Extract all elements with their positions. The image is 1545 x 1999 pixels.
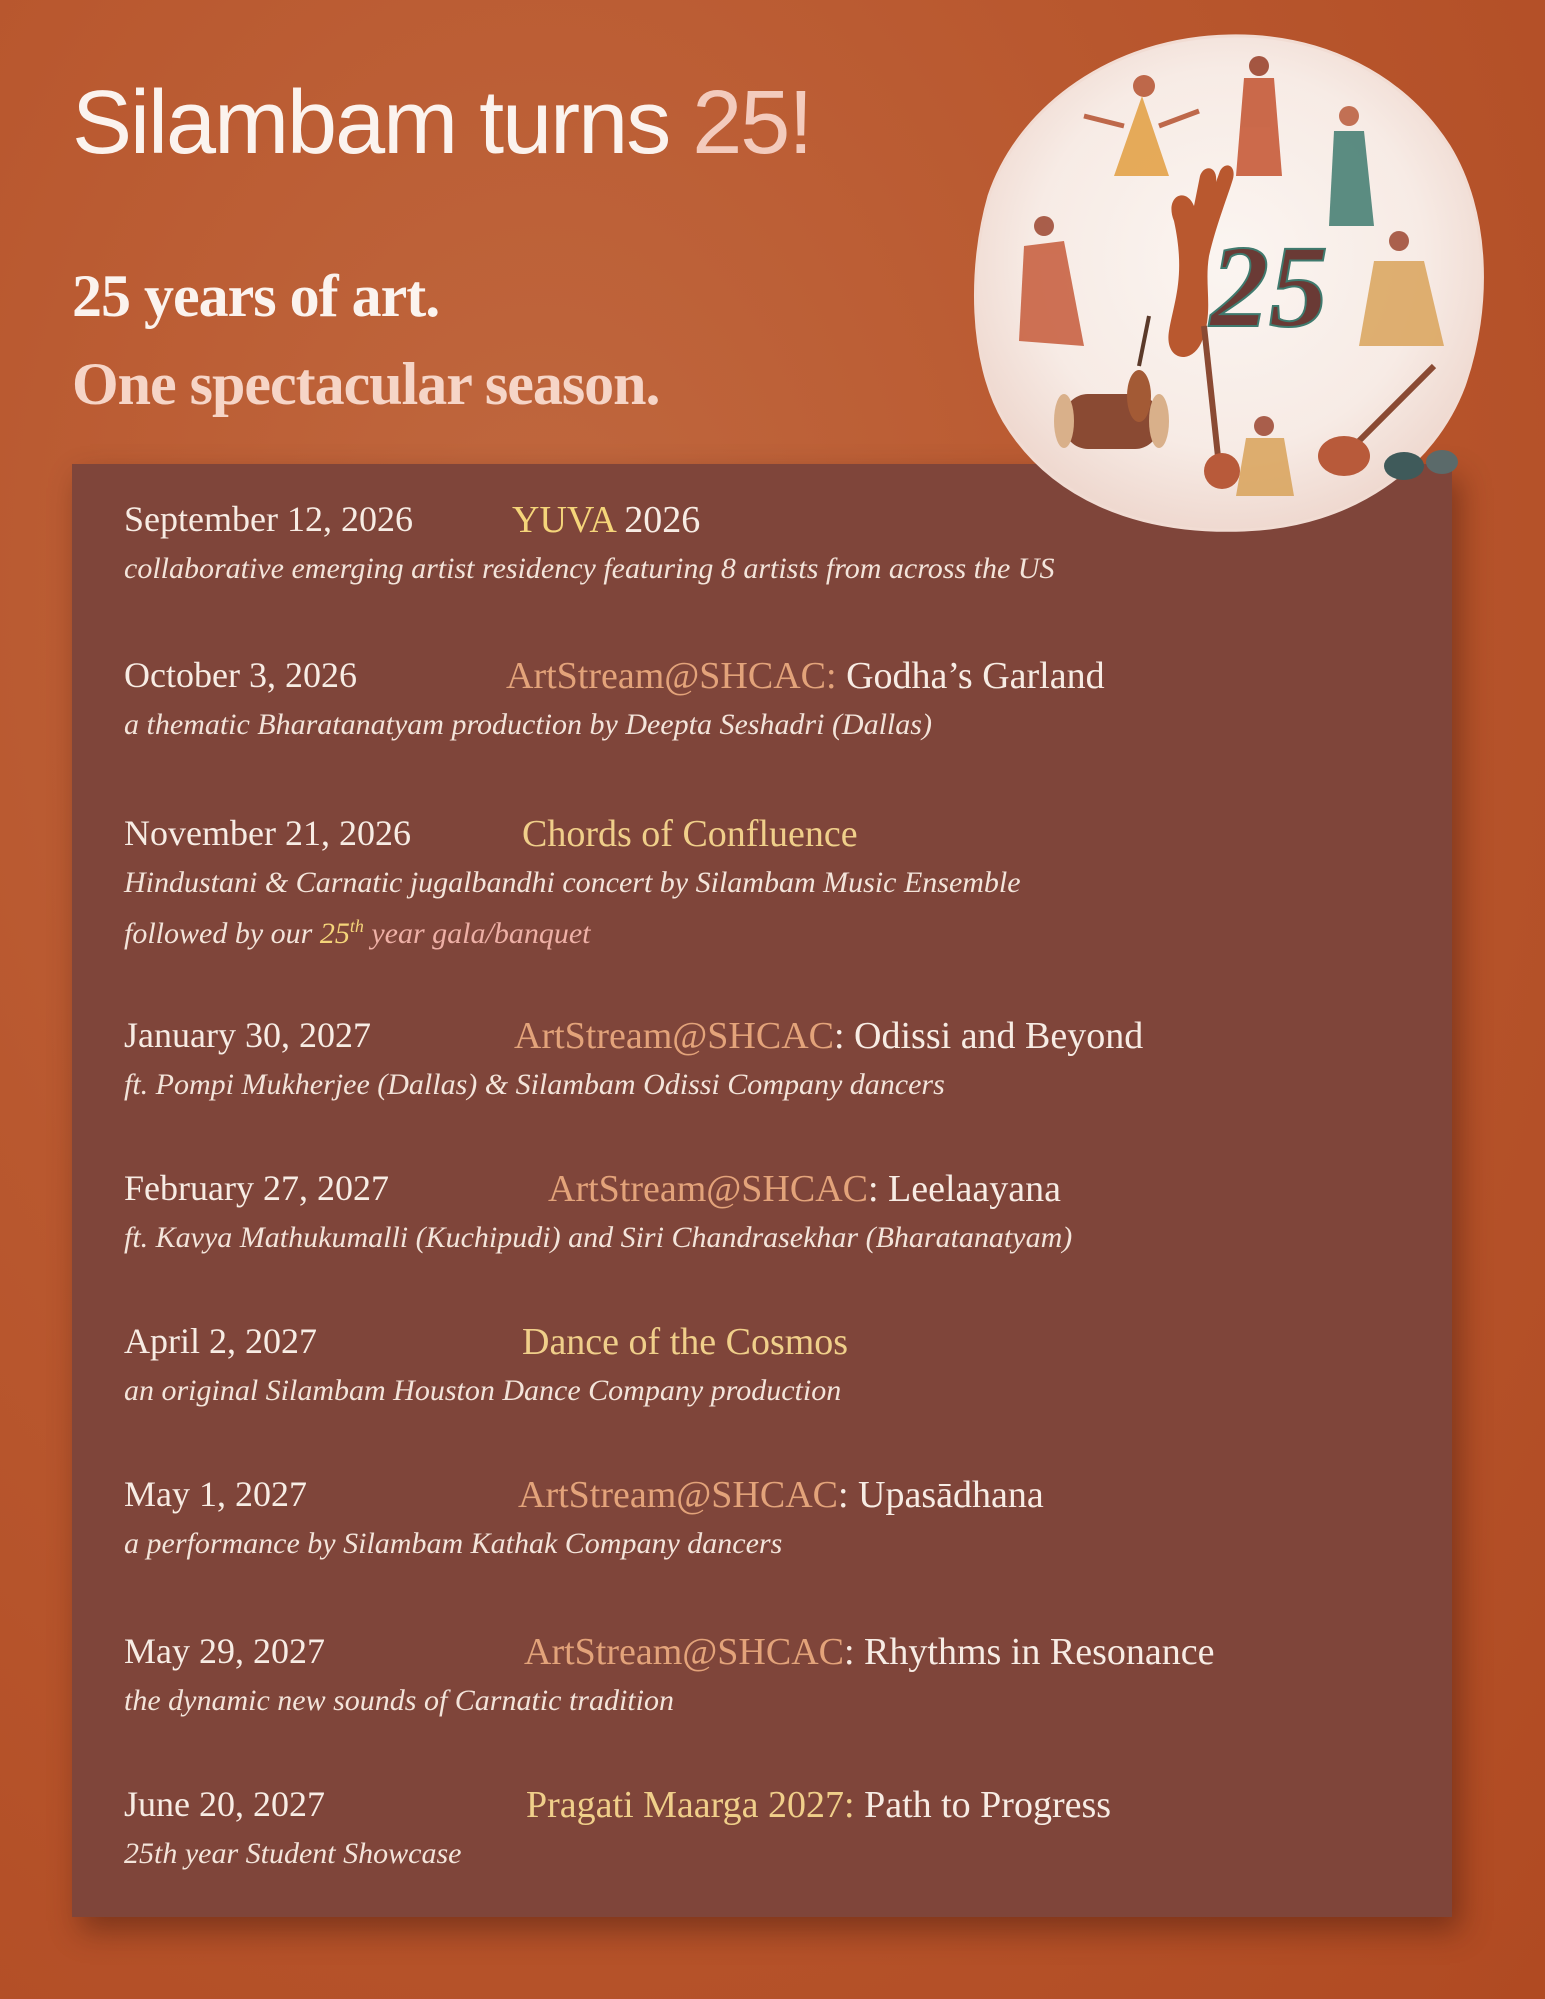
event-description: a performance by Silambam Kathak Company dancers	[124, 1527, 783, 1560]
event-title	[522, 812, 858, 856]
event-date: January 30, 2027	[124, 1015, 371, 1055]
headline-number: 25!	[692, 73, 812, 173]
event-title-prefix: Pragati Maarga 2027:	[526, 1784, 855, 1826]
event-title-prefix: ArtStream@SHCAC	[518, 1474, 838, 1516]
event-title-main: : Leelaayana	[868, 1168, 1062, 1210]
event-description: a thematic Bharatanatyam production by Deepta Seshadri (Dallas)	[124, 708, 932, 741]
event-title-prefix: Dance of the Cosmos	[522, 1321, 849, 1363]
event-title	[524, 1630, 1214, 1674]
event-title-main: : Odissi and Beyond	[834, 1015, 1144, 1057]
headline-text: Silambam turns	[72, 73, 693, 173]
emblem-numeral: 25	[1210, 221, 1328, 352]
event-title-main: 2026	[614, 499, 701, 541]
event-date: May 29, 2027	[124, 1631, 325, 1671]
event-date: April 2, 2027	[124, 1321, 317, 1361]
gala-text-suffix: year gala/banquet	[363, 917, 591, 950]
event-title	[506, 654, 1105, 698]
event-title	[526, 1783, 1111, 1827]
event-title-main: Godha’s Garland	[836, 655, 1105, 697]
event-title-prefix: ArtStream@SHCAC:	[506, 655, 837, 697]
event-date: October 3, 2026	[124, 655, 357, 695]
gala-ordinal-suffix: th	[349, 916, 364, 936]
tagline-years: 25 years of art.	[72, 263, 440, 329]
event-title-prefix: ArtStream@SHCAC	[524, 1631, 844, 1673]
season-schedule-panel	[72, 464, 1452, 1917]
event-date: June 20, 2027	[124, 1784, 325, 1824]
mridangam-icon	[1054, 394, 1169, 449]
gala-ordinal-number: 25	[319, 917, 350, 950]
event-title-prefix: ArtStream@SHCAC	[548, 1168, 868, 1210]
event-description: Hindustani & Carnatic jugalbandhi concert by Silambam Music Ensemble	[124, 866, 1021, 899]
event-description-gala	[124, 916, 590, 951]
event-description: an original Silambam Houston Dance Company production	[124, 1374, 842, 1407]
gala-ordinal	[320, 917, 364, 950]
event-title-main: Path to Progress	[854, 1784, 1112, 1826]
gala-text-prefix: followed by our	[124, 917, 320, 950]
tagline-season: One spectacular season.	[72, 351, 660, 417]
event-description: collaborative emerging artist residency featuring 8 artists from across the US	[124, 552, 1055, 585]
event-title-prefix: ArtStream@SHCAC	[514, 1015, 834, 1057]
anniversary-emblem	[964, 26, 1494, 536]
event-description: ft. Pompi Mukherjee (Dallas) & Silambam Odissi Company dancers	[124, 1068, 945, 1101]
event-title-prefix: Chords of Confluence	[522, 813, 858, 855]
event-title-main: : Rhythms in Resonance	[844, 1631, 1215, 1673]
event-title	[548, 1167, 1061, 1211]
event-date: September 12, 2026	[124, 499, 413, 539]
event-title	[512, 498, 700, 542]
event-description: the dynamic new sounds of Carnatic tradition	[124, 1684, 674, 1717]
event-date: February 27, 2027	[124, 1168, 389, 1208]
event-title-prefix: YUVA	[512, 499, 615, 541]
event-date: November 21, 2026	[124, 813, 411, 853]
event-description: 25th year Student Showcase	[124, 1837, 462, 1870]
event-title	[518, 1473, 1044, 1517]
event-date: May 1, 2027	[124, 1474, 307, 1514]
event-title	[514, 1014, 1143, 1058]
event-title-main: : Upasādhana	[838, 1474, 1044, 1516]
headline	[72, 72, 811, 175]
event-title	[522, 1320, 848, 1364]
event-description: ft. Kavya Mathukumalli (Kuchipudi) and Siri Chandrasekhar (Bharatanatyam)	[124, 1221, 1073, 1254]
